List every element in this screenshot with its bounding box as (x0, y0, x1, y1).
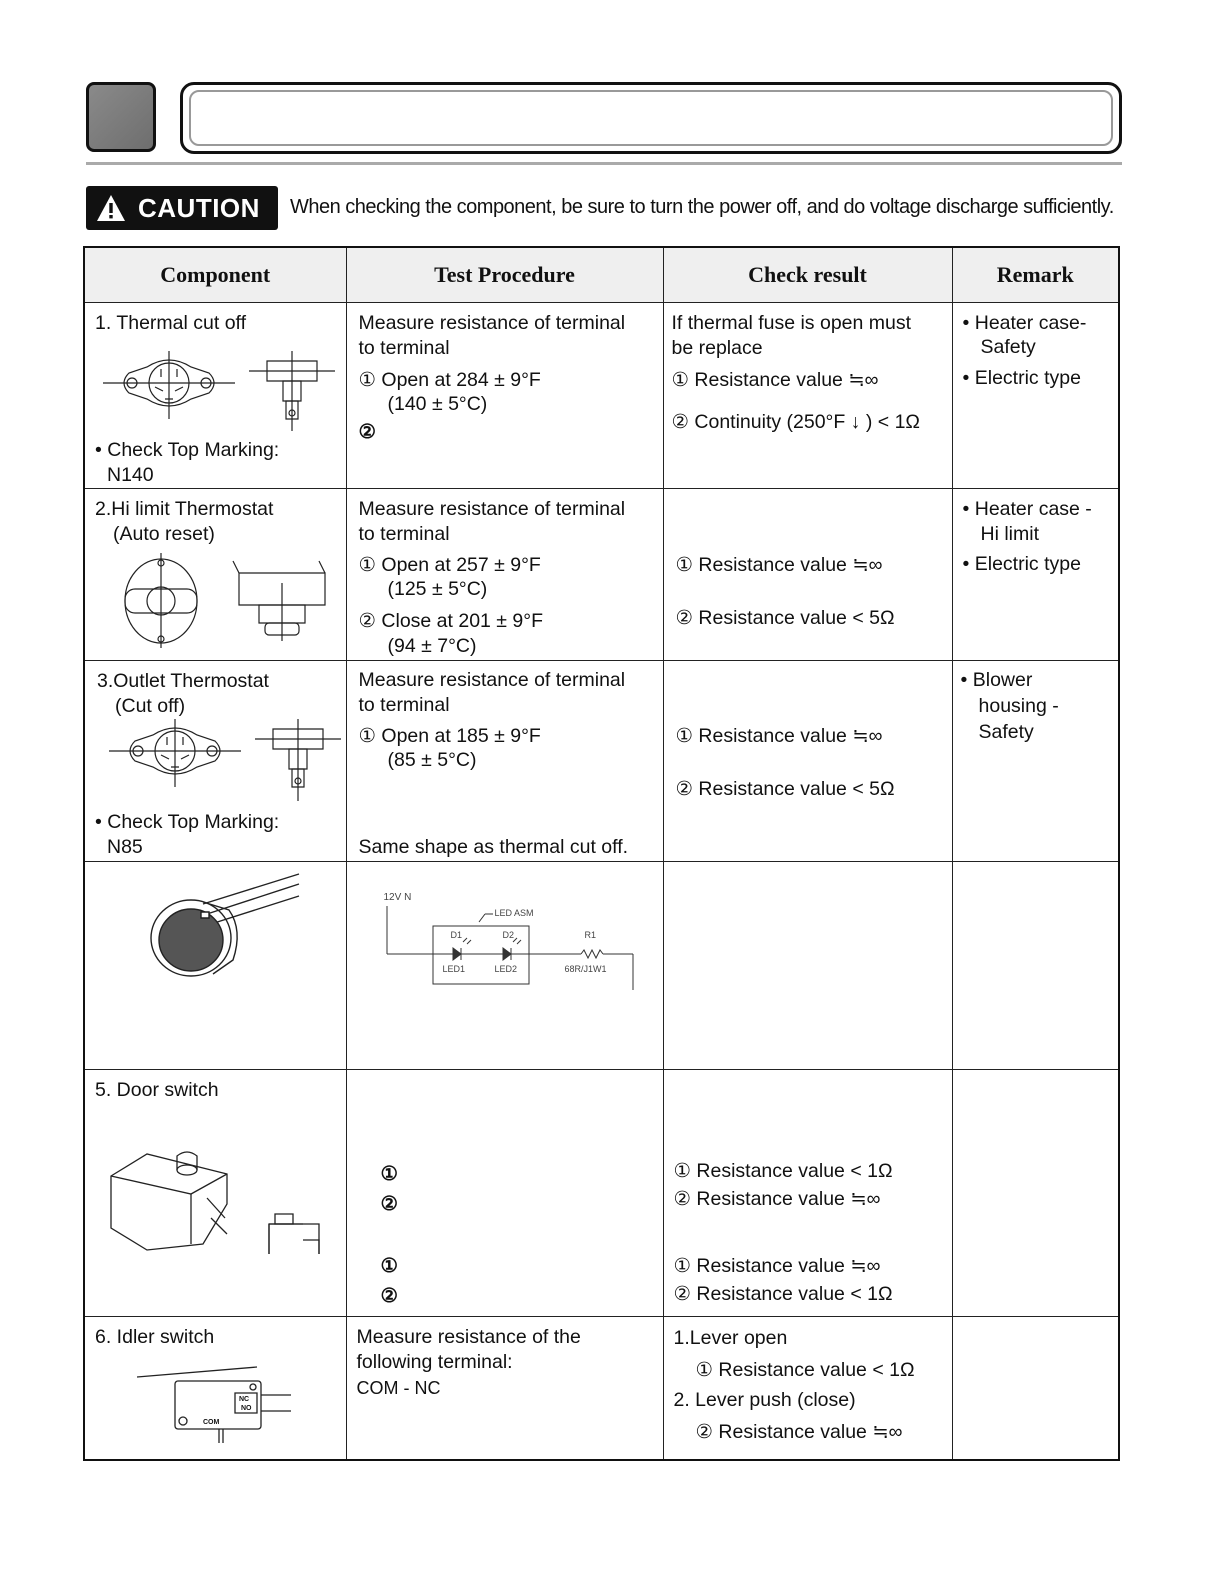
header-component: Component (84, 247, 346, 303)
procedure-line: following terminal: (356, 1351, 513, 1373)
procedure-step: ① (380, 1163, 398, 1185)
procedure-step: ① Open at 284 ± 9°F (358, 369, 541, 391)
result-line: ① Resistance value < 1Ω (695, 1359, 915, 1381)
result-line: ② Resistance value < 5Ω (675, 607, 895, 629)
table-row (84, 1317, 1119, 1460)
remark-line: • Electric type (962, 367, 1081, 389)
procedure-step: ② (380, 1285, 398, 1307)
circuit-label: LED2 (494, 964, 518, 974)
procedure-step: (85 ± 5°C) (387, 749, 477, 771)
procedure-line: to terminal (358, 523, 450, 545)
circuit-label: R1 (584, 930, 597, 940)
result-line: ② Resistance value ≒∞ (673, 1188, 881, 1210)
circuit-label: 68R/J1W1 (564, 964, 607, 974)
procedure-step: ① Open at 257 ± 9°F (358, 554, 541, 576)
remark-line: • Electric type (962, 553, 1081, 575)
result-line: ① Resistance value ≒∞ (675, 554, 883, 576)
procedure-step: ① Open at 185 ± 9°F (358, 725, 541, 747)
caution-label: CAUTION (138, 192, 260, 223)
table-row (84, 303, 1119, 489)
result-line: ② Continuity (250°F ↓ ) < 1Ω (671, 411, 920, 433)
procedure-line: to terminal (358, 337, 450, 359)
procedure-step: (94 ± 7°C) (387, 635, 477, 657)
section-number-box (86, 82, 156, 152)
procedure-line: Measure resistance of the (356, 1326, 581, 1348)
procedure-step: ② (358, 421, 376, 443)
procedure-step: (125 ± 5°C) (387, 578, 488, 600)
result-line: If thermal fuse is open must (671, 312, 912, 334)
remark-line: • Heater case - (962, 498, 1092, 520)
result-line: ① Resistance value ≒∞ (671, 369, 879, 391)
circuit-label: D1 (450, 930, 463, 940)
component-cell (84, 489, 346, 661)
thermal-cutoff-drawing (99, 351, 339, 431)
header-remark: Remark (952, 247, 1119, 303)
procedure-step: ② Close at 201 ± 9°F (358, 610, 543, 632)
component-title: 1. Thermal cut off (95, 312, 247, 334)
table-row (84, 489, 1119, 661)
table-row (84, 862, 1119, 1070)
procedure-step: ① (380, 1255, 398, 1277)
procedure-cell (346, 862, 663, 1070)
terminal-no-label: NO (241, 1405, 252, 1412)
result-line: ② Resistance value < 5Ω (675, 778, 895, 800)
result-cell (663, 1317, 952, 1460)
procedure-cell (346, 661, 663, 862)
result-line: 1.Lever open (673, 1327, 788, 1349)
caution-badge (86, 186, 278, 230)
result-cell (663, 1070, 952, 1317)
header-check-result: Check result (663, 247, 952, 303)
circuit-label: 12V N (383, 892, 412, 903)
result-line: ① Resistance value < 1Ω (673, 1160, 893, 1182)
remark-cell (952, 1070, 1119, 1317)
component-cell (84, 1070, 346, 1317)
warning-icon (96, 193, 126, 223)
component-title: 6. Idler switch (95, 1326, 215, 1348)
procedure-cell (346, 489, 663, 661)
remark-cell (952, 489, 1119, 661)
procedure-cell (346, 1070, 663, 1317)
table-row (84, 1070, 1119, 1317)
component-title: 3.Outlet Thermostat (97, 670, 269, 692)
remark-line: housing - (978, 695, 1059, 717)
circuit-label: D2 (502, 930, 515, 940)
result-cell (663, 862, 952, 1070)
marking-label: • Check Top Marking: (95, 439, 280, 461)
remark-cell (952, 1317, 1119, 1460)
remark-line: Safety (978, 721, 1034, 743)
component-subtitle: (Auto reset) (113, 523, 215, 545)
remark-cell (952, 862, 1119, 1070)
section-title-bar (180, 82, 1122, 154)
header-rule (86, 162, 1122, 165)
remark-line: • Blower (960, 669, 1033, 691)
component-cell (84, 1317, 346, 1460)
remark-cell (952, 303, 1119, 489)
procedure-step: ② (380, 1193, 398, 1215)
result-cell (663, 303, 952, 489)
marking-label: • Check Top Marking: (95, 811, 280, 833)
terminal-nc-label: NC (239, 1396, 250, 1403)
component-cell (84, 303, 346, 489)
remark-line: Safety (980, 336, 1036, 358)
result-line: ② Resistance value < 1Ω (673, 1283, 893, 1305)
procedure-line: COM - NC (356, 1378, 441, 1398)
procedure-cell (346, 1317, 663, 1460)
terminal-com-label: COM (203, 1419, 220, 1426)
component-cell (84, 661, 346, 862)
caution-text: When checking the component, be sure to turn the power off, and do voltage discharge sufficiently. (290, 196, 1114, 218)
result-cell (663, 489, 952, 661)
procedure-cell (346, 303, 663, 489)
idler-switch-drawing (137, 1365, 297, 1443)
procedure-line: to terminal (358, 694, 450, 716)
procedure-line: Measure resistance of terminal (358, 498, 626, 520)
component-subtitle: (Cut off) (115, 695, 186, 717)
procedure-note: Same shape as thermal cut off. (358, 836, 629, 858)
header-test-procedure: Test Procedure (346, 247, 663, 303)
hi-limit-thermostat-drawing (113, 553, 333, 648)
procedure-line: Measure resistance of terminal (358, 669, 626, 691)
result-line: ① Resistance value ≒∞ (673, 1255, 881, 1277)
table-header-row (84, 247, 1119, 303)
table-row (84, 661, 1119, 862)
circuit-label: LED ASM (494, 908, 534, 918)
outlet-thermostat-drawing (105, 719, 345, 801)
result-line: 2. Lever push (close) (673, 1389, 856, 1411)
remark-line: • Heater case- (962, 312, 1087, 334)
component-title: 5. Door switch (95, 1079, 219, 1101)
result-line: ① Resistance value ≒∞ (675, 725, 883, 747)
procedure-step: (140 ± 5°C) (387, 393, 488, 415)
remark-line: Hi limit (980, 523, 1039, 545)
procedure-line: Measure resistance of terminal (358, 312, 626, 334)
circuit-label: LED1 (442, 964, 466, 974)
remark-cell (952, 661, 1119, 862)
component-test-table (83, 246, 1120, 1461)
led-lamp-drawing (143, 870, 303, 980)
door-switch-drawing (107, 1144, 331, 1254)
marking-value: N85 (107, 836, 143, 858)
led-circuit-diagram (381, 892, 641, 992)
result-cell (663, 661, 952, 862)
result-line: be replace (671, 337, 763, 359)
component-title: 2.Hi limit Thermostat (95, 498, 274, 520)
component-cell (84, 862, 346, 1070)
marking-value: N140 (107, 464, 154, 486)
result-line: ② Resistance value ≒∞ (695, 1421, 903, 1443)
